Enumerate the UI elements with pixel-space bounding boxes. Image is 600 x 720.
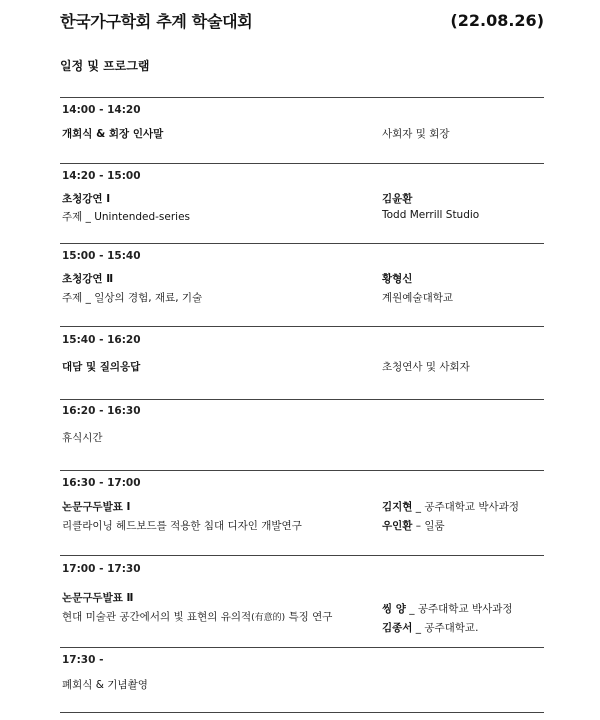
divider [60, 326, 544, 327]
divider [60, 555, 544, 556]
program-item-closing [60, 654, 544, 704]
presenter-affiliation: _ 공주대학교. [412, 622, 479, 634]
program-item-keynote-2 [60, 250, 544, 325]
divider [60, 243, 544, 244]
program-item-discussion [60, 334, 544, 394]
document-title: 한국가구학회 추계 학술대회 [60, 11, 253, 31]
program-host: 초청연사 및 사회자 [382, 361, 470, 373]
program-time: 15:40 - 16:20 [62, 334, 141, 346]
program-item-paper-1 [60, 477, 544, 557]
program-title: 논문구두발표 Ⅰ [62, 501, 131, 513]
presenter-affiliation: – 일룸 [412, 520, 445, 532]
program-item-paper-2 [60, 563, 544, 648]
presenter-name: 씽 양 [382, 603, 406, 615]
presenter-1 [382, 601, 513, 616]
presenter-2 [382, 620, 478, 635]
program-item-opening [60, 104, 544, 164]
subtitle-text-end: 특징 연구 [285, 611, 333, 623]
document-header [60, 6, 544, 34]
speaker-name: 김윤환 [382, 193, 413, 205]
speaker-name: 황형신 [382, 273, 413, 285]
program-title: 논문구두발표 Ⅱ [62, 592, 134, 604]
program-time: 14:00 - 14:20 [62, 104, 141, 116]
program-subtitle [62, 609, 332, 624]
program-title: 대담 및 질의응답 [62, 361, 141, 373]
program-time: 16:30 - 17:00 [62, 477, 141, 489]
presenter-name: 김지현 [382, 501, 413, 513]
document-date: (22.08.26) [450, 10, 544, 30]
speaker-affiliation: 계원예술대학교 [382, 292, 454, 304]
divider [60, 712, 544, 713]
divider [60, 399, 544, 400]
presenter-name: 우인환 [382, 520, 413, 532]
presenter-name: 김종서 [382, 622, 413, 634]
program-title: 휴식시간 [62, 432, 103, 444]
presenter-affiliation: _ 공주대학교 박사과정 [412, 501, 519, 513]
program-title: 초청강연 Ⅰ [62, 193, 111, 205]
program-title: 초청강연 Ⅱ [62, 273, 114, 285]
presenter-1 [382, 499, 519, 514]
program-subtitle: 주제 _ 일상의 경험, 재료, 기술 [62, 292, 203, 304]
program-subtitle: 주제 _ Unintended-series [62, 211, 191, 223]
program-title: 개회식 & 회장 인사말 [62, 128, 164, 140]
divider [60, 163, 544, 164]
speaker-affiliation: Todd Merrill Studio [382, 209, 480, 221]
divider [60, 470, 544, 471]
divider [60, 97, 544, 98]
program-host: 사회자 및 회장 [382, 128, 450, 140]
program-subtitle: 리클라이닝 헤드보드를 적용한 침대 디자인 개발연구 [62, 520, 302, 532]
program-item-keynote-1 [60, 170, 544, 245]
presenter-2 [382, 518, 445, 533]
program-item-break [60, 405, 544, 465]
program-time: 15:00 - 15:40 [62, 250, 141, 262]
divider [60, 647, 544, 648]
program-time: 14:20 - 15:00 [62, 170, 141, 182]
subtitle-text: 현대 미술관 공간에서의 빛 표현의 유의적 [62, 611, 252, 623]
presenter-affiliation: _ 공주대학교 박사과정 [405, 603, 513, 615]
program-time: 17:30 - [62, 654, 104, 666]
program-title: 폐회식 & 기념촬영 [62, 679, 148, 691]
program-time: 16:20 - 16:30 [62, 405, 141, 417]
program-time: 17:00 - 17:30 [62, 563, 141, 575]
section-title: 일정 및 프로그램 [60, 59, 150, 73]
subtitle-hanja: (有意的) [251, 613, 286, 623]
